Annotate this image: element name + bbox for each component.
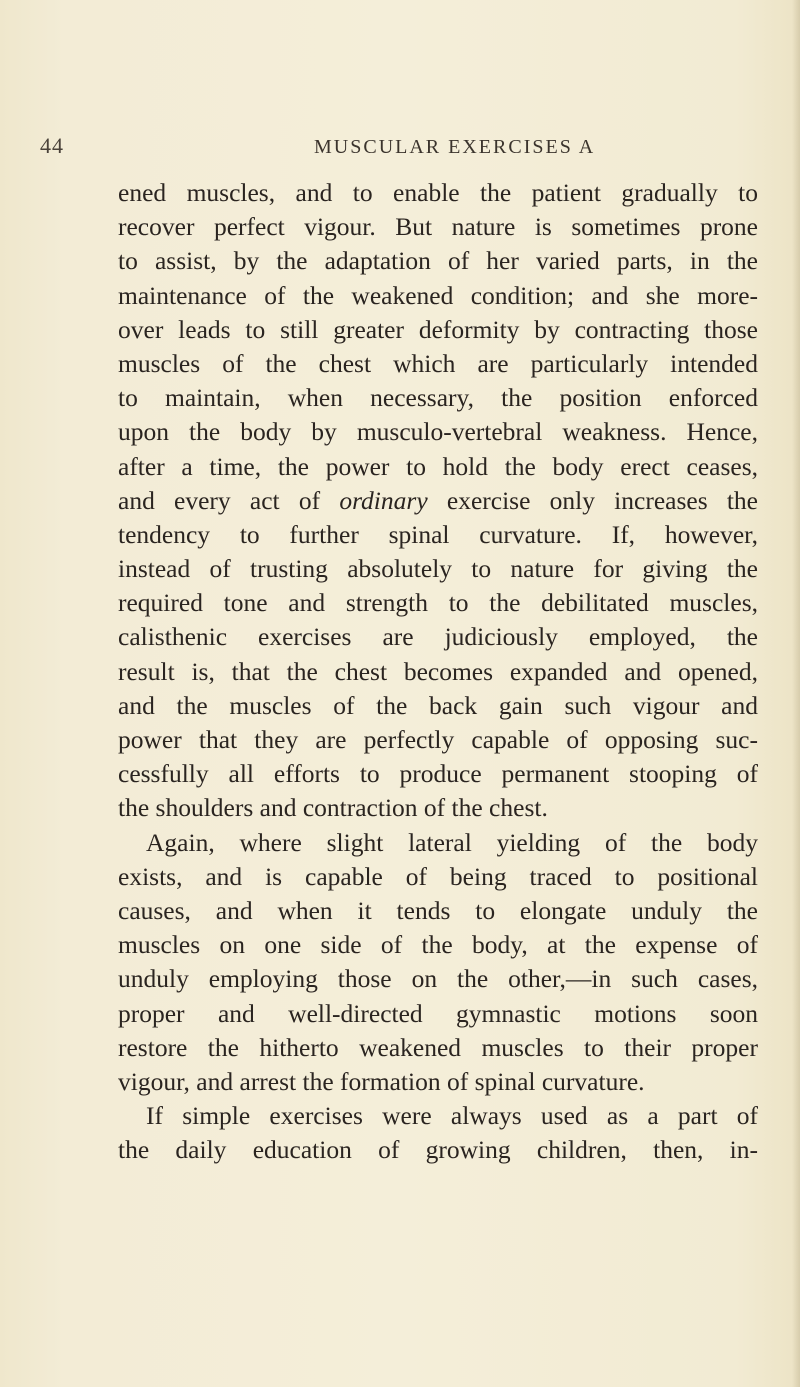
text-line: recover perfect vigour. But nature is sometimes prone (118, 212, 758, 242)
page-edge-shadow (792, 0, 800, 1387)
text-line-paragraph-start: Again, where slight lateral yielding of the body (146, 827, 758, 857)
text-line: causes, and when it tends to elongate unduly the (118, 895, 758, 925)
running-head: MUSCULAR EXERCISES A (314, 136, 596, 158)
text-line: ened muscles, and to enable the patient gradually to (118, 178, 758, 207)
text-line-paragraph-end: the shoulders and contraction of the chest. (118, 793, 548, 823)
text-line: tendency to further spinal curvature. If, however, (118, 519, 758, 549)
text-line: required tone and strength to the debilitated muscles, (118, 588, 758, 618)
text-line: restore the hitherto weakened muscles to their proper (118, 1032, 758, 1062)
text-segment: exercise only increases the (446, 485, 759, 515)
text-line: calisthenic exercises are judiciously employed, the (118, 622, 758, 652)
text-line: upon the body by musculo-vertebral weakness. Hence, (118, 417, 758, 447)
text-segment: and every act of (118, 485, 321, 515)
text-line: muscles of the chest which are particularly intended (118, 348, 758, 378)
text-line: result is, that the chest becomes expanded and opened, (118, 656, 758, 686)
page-number: 44 (40, 133, 64, 158)
text-line-paragraph-end: vigour, and arrest the formation of spinal curvature. (118, 1066, 645, 1096)
emphasis-ordinary: ordinary (339, 485, 428, 515)
text-line: and the muscles of the back gain such vigour and (118, 690, 758, 720)
text-line: muscles on one side of the body, at the expense of (118, 930, 758, 960)
text-line: exists, and is capable of being traced to positional (118, 861, 758, 891)
text-line: to maintain, when necessary, the position enforced (118, 383, 758, 413)
text-line: after a time, the power to hold the body erect ceases, (118, 451, 758, 481)
text-line: the daily education of growing children, then, in- (118, 1135, 758, 1165)
text-line: to assist, by the adaptation of her varied parts, in the (118, 246, 758, 276)
text-line: over leads to still greater deformity by contracting those (118, 314, 758, 344)
text-line-paragraph-start: If simple exercises were always used as a part of (146, 1101, 758, 1131)
text-line: instead of trusting absolutely to nature for giving the (118, 554, 758, 584)
text-line-with-emphasis (118, 484, 758, 518)
text-line: cessfully all efforts to produce permanent stooping of (118, 759, 758, 789)
text-line: proper and well-directed gymnastic motions soon (118, 998, 758, 1028)
text-line: maintenance of the weakened condition; and she more- (118, 280, 758, 310)
text-line: power that they are perfectly capable of opposing suc- (118, 725, 758, 754)
body-text (118, 176, 758, 1167)
text-line: unduly employing those on the other,—in such cases, (118, 964, 758, 994)
